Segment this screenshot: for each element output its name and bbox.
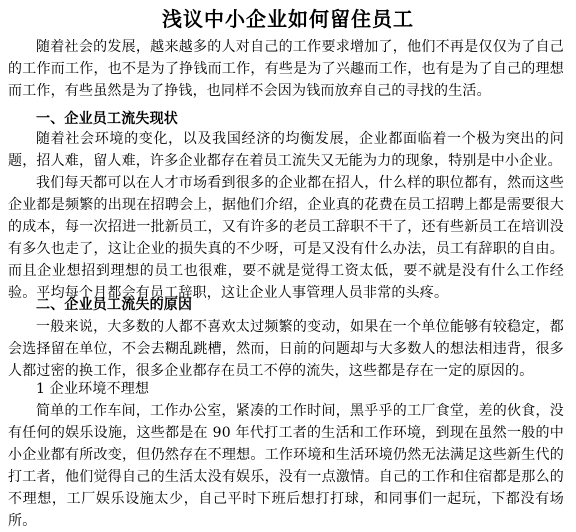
section-heading-causes: 二、企业员工流失的原因	[36, 297, 193, 313]
subheading-environment: 1 企业环境不理想	[36, 381, 150, 397]
section2-paragraph-1: 一般来说，大多数的人都不喜欢太过频繁的变动，如果在一个单位能够有较稳定，都会选择留在单位，不会去糊乱跳槽，然而，日前的问题却与大多数人的想法相违背，很多人都过密的换工作，很多企业都存在员工不停的流失，这些都是存在一定的原因的。	[8, 319, 564, 379]
section1-paragraph-2: 我们每天都可以在人才市场看到很多的企业都在招人，什么样的职位都有，然而这些企业都是频繁的出现在招聘会上，据他们介绍，企业真的花费在员工招聘上都是需要很大的成本，每一次招进一批新员工，又有许多的老员工辞职不干了，还有些新员工在培训没有多久也走了，这让企业的损失真的不少呀，可是又没有什么办法，员工有辞职的自由。而且企业想招到理想的员工也很难，要不就是觉得工资太低，要不就是没有什么工作经验。平均每个月都会有员工辞职，这让企业人事管理人员非常的头疼。	[8, 175, 564, 301]
intro-paragraph: 随着社会的发展，越来越多的人对自己的工作要求增加了，他们不再是仅仅为了自己的工作而工作，也不是为了挣钱而工作，有些是为了兴趣而工作，也有是为了自己的理想而工作，有些虽然是为了挣钱，也同样不会因为钱而放弃自己的寻找的生活。	[8, 39, 564, 99]
section-heading-status: 一、企业员工流失现状	[36, 111, 178, 127]
section1-paragraph-1: 随着社会环境的变化，以及我国经济的均衡发展，企业都面临着一个极为突出的问题，招人难，留人难，许多企业都存在着员工流失又无能为力的现象，特别是中小企业。	[8, 131, 564, 169]
section2-paragraph-2: 简单的工作车间，工作办公室，紧凑的工作时间，黑乎乎的工厂食堂，差的伙食，没有任何的娱乐设施，这些都是在 90 年代打工者的生活和工作环境，到现在虽然一般的中小企业都有所改变，但仍然存在不理想。工作环境和生活环境仍然无法满足这些新生代的打工者，他们觉得自己的生活太没有娱乐，没有一点激情。自己的工作和住宿都是那么的不理想，工厂娱乐设施太少，自己平时下班后想打打球，和同事们一起玩，下都没有场所。	[8, 403, 564, 529]
document-title: 浅议中小企业如何留住员工	[162, 7, 414, 31]
